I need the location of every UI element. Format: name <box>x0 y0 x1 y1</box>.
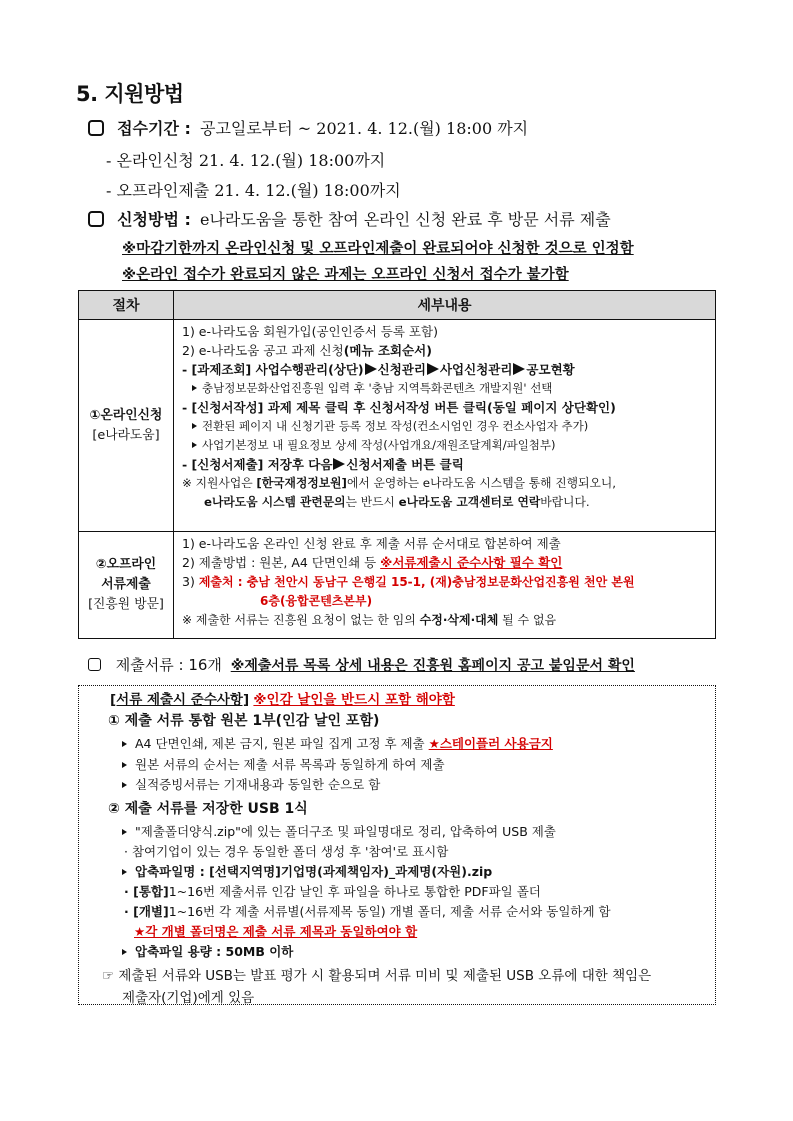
arrow-right-icon <box>365 363 377 375</box>
docs-label: 제출서류 : 16개 <box>115 656 222 674</box>
step-title: 서류제출 <box>101 577 151 592</box>
box-item: 압축파일 용량 : 50MB 이하 <box>122 942 293 960</box>
box-item: · [개별]1~16번 각 제출 서류별(서류제목 동일) 개별 폴더, 제출 서류 순서와 동일하게 함 <box>124 904 611 919</box>
section-title: 5. 지원방법 <box>76 82 184 106</box>
period-online: - 온라인신청 21. 4. 12.(월) 18:00까지 <box>106 151 386 170</box>
detail-line: 사업기본정보 내 필요정보 상세 작성(사업개요/재원조달계획/파일첨부) <box>182 436 709 455</box>
box-item: 실적증빙서류는 기재내용과 동일한 순으로 함 <box>122 775 380 793</box>
method-line <box>88 207 611 230</box>
detail-offline <box>174 532 716 639</box>
box-step-1: ① 제출 서류 통합 원본 1부(인감 날인 포함) <box>108 713 380 729</box>
detail-line: 6층(융합콘텐츠본부) <box>260 594 373 608</box>
detail-online <box>174 320 716 532</box>
procedure-table <box>78 290 716 639</box>
method-label: 신청방법 : <box>117 210 191 229</box>
box-step-2: ② 제출 서류를 저장한 USB 1식 <box>108 801 308 817</box>
triangle-bullet-icon <box>122 782 127 788</box>
box-title: [서류 제출시 준수사항] ※인감 날인을 반드시 포함 해야함 <box>110 692 455 708</box>
header-detail: 세부내용 <box>174 291 716 320</box>
square-bullet-icon <box>88 211 104 227</box>
box-item-warning: ★각 개별 폴더명은 제출 서류 제목과 동일하여야 함 <box>134 924 418 939</box>
square-bullet-icon <box>88 120 104 136</box>
detail-line: e나라도움 시스템 관련문의는 반드시 e나라도움 고객센터로 연락바랍니다. <box>204 495 590 509</box>
box-item: · 참여기업이 있는 경우 동일한 폴더 생성 후 '참여'로 표시함 <box>124 844 449 859</box>
detail-line: - [과제조회] 사업수행관리(상단) 신청관리 사업신청관리 공모현황 <box>182 362 575 377</box>
method-note-1: ※마감기한까지 온라인신청 및 오프라인제출이 완료되어야 신청한 것으로 인정함 <box>122 241 634 257</box>
triangle-bullet-icon <box>192 423 197 429</box>
arrow-right-icon <box>427 363 439 375</box>
arrow-right-icon <box>333 458 345 470</box>
box-footnote: ☞ 제출된 서류와 USB는 발표 평가 시 활용되며 서류 미비 및 제출된 USB 오류에 대한 책임은 <box>102 968 652 984</box>
detail-line: 충남정보문화산업진흥원 입력 후 '충남 지역특화콘텐츠 개발지원' 선택 <box>182 379 709 398</box>
detail-line: ※ 지원사업은 [한국재정정보원]에서 운영하는 e나라도움 시스템을 통해 진행되오니, <box>182 476 617 490</box>
period-line <box>88 116 528 139</box>
detail-line: 2) e-나라도움 공고 과제 신청(메뉴 조회순서) <box>182 343 432 358</box>
box-item: · [통합]1~16번 제출서류 인감 날인 후 파일을 하나로 통합한 PDF파일 폴더 <box>124 884 541 899</box>
triangle-bullet-icon <box>122 869 127 875</box>
table-row <box>79 532 716 639</box>
step-title: ②오프라인 <box>95 557 157 572</box>
arrow-right-icon <box>513 363 525 375</box>
period-value: 공고일로부터 ~ 2021. 4. 12.(월) 18:00 까지 <box>199 119 529 138</box>
method-note-2: ※온라인 접수가 완료되지 않은 과제는 오프라인 신청서 접수가 불가함 <box>122 267 569 283</box>
triangle-bullet-icon <box>122 829 127 835</box>
triangle-bullet-icon <box>122 741 127 747</box>
header-step: 절차 <box>79 291 174 320</box>
detail-line: ※ 제출한 서류는 진흥원 요청이 없는 한 임의 수정·삭제·대체 될 수 없음 <box>182 613 557 627</box>
table-row <box>79 320 716 532</box>
box-item: 원본 서류의 순서는 제출 서류 목록과 동일하게 하여 제출 <box>122 755 445 773</box>
docs-note: ※제출서류 목록 상세 내용은 진흥원 홈페이지 공고 붙임문서 확인 <box>230 658 635 674</box>
step-title: ①온라인신청 <box>89 407 163 423</box>
period-offline: - 오프라인제출 21. 4. 12.(월) 18:00까지 <box>106 181 401 200</box>
triangle-bullet-icon <box>192 385 197 391</box>
detail-line: 1) e-나라도움 온라인 신청 완료 후 제출 서류 순서대로 합본하여 제출 <box>182 536 561 551</box>
table-header-row <box>79 291 716 320</box>
box-item: A4 단면인쇄, 제본 금지, 원본 파일 집게 고정 후 제출 ★스테이플러 사용금지 <box>122 734 553 752</box>
triangle-bullet-icon <box>122 762 127 768</box>
detail-line: 2) 제출방법 : 원본, A4 단면인쇄 등 ※서류제출시 준수사항 필수 확인 <box>182 555 563 570</box>
step-sub: [진흥원 방문] <box>88 597 164 612</box>
box-footnote: 제출자(기업)에게 있음 <box>122 990 255 1006</box>
detail-line: - [신청서작성] 과제 제목 클릭 후 신청서작성 버튼 클릭(동일 페이지 상단확인) <box>182 400 616 415</box>
square-bullet-icon <box>88 658 101 671</box>
detail-line: 전환된 페이지 내 신청기관 등록 정보 작성(컨소시엄인 경우 컨소사업자 추가) <box>182 417 709 436</box>
method-value: e나라도움을 통한 참여 온라인 신청 완료 후 방문 서류 제출 <box>199 210 611 229</box>
box-item: "제출폴더양식.zip"에 있는 폴더구조 및 파일명대로 정리, 압축하여 USB 제출 <box>122 822 556 840</box>
detail-line: - [신청서제출] 저장후 다음 신청서제출 버튼 클릭 <box>182 457 464 472</box>
period-label: 접수기간 : <box>117 119 191 138</box>
docs-line <box>88 654 635 675</box>
step-offline <box>79 532 174 639</box>
triangle-bullet-icon <box>192 442 197 448</box>
box-item: 압축파일명 : [선택지역명]기업명(과제책임자)_과제명(자원).zip <box>122 862 492 880</box>
detail-line: 3) 제출처 : 충남 천안시 동남구 은행길 15-1, (재)충남정보문화산업진흥원 천안 본원 <box>182 574 635 589</box>
detail-line: 1) e-나라도움 회원가입(공인인증서 등록 포함) <box>182 324 438 339</box>
step-online <box>79 320 174 532</box>
triangle-bullet-icon <box>122 949 127 955</box>
step-sub: [e나라도움] <box>92 427 160 443</box>
